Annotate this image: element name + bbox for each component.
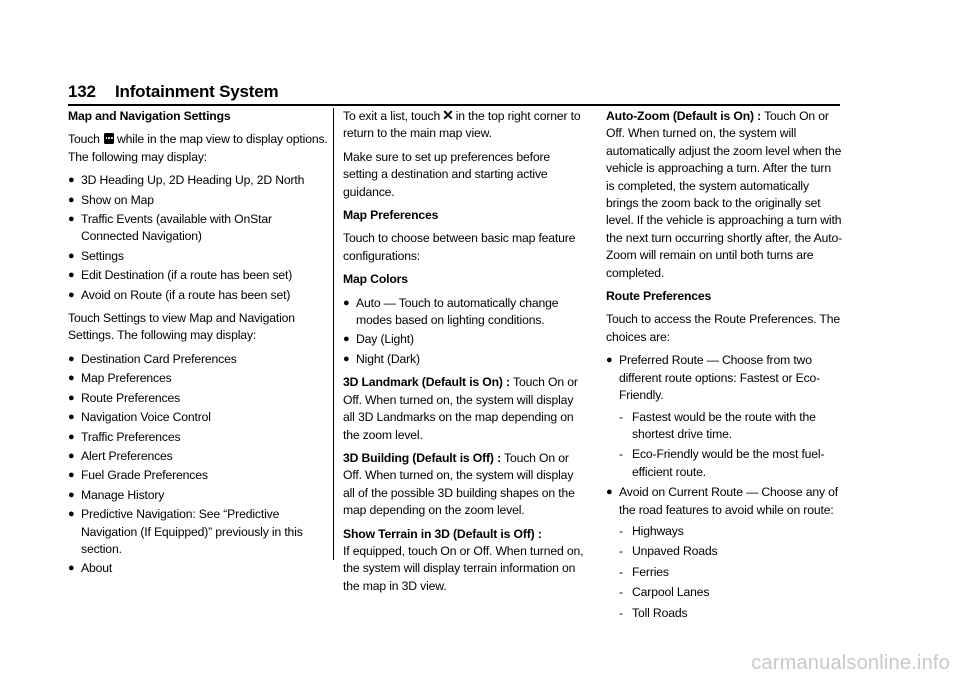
route-preferences-list	[606, 352, 842, 622]
sub-list-item: - Highways	[619, 523, 684, 538]
exit-list-paragraph: To exit a list, touch ✕ in the top right corner to return to the main map view.	[343, 107, 581, 141]
map-colors-list	[343, 295, 588, 369]
page-title: Infotainment System	[115, 82, 279, 101]
3d-building-paragraph: 3D Building (Default is Off) : Touch On or Off. When turned on, the system will display all of the possible 3D building shapes on the map depending on the zoom level.	[343, 450, 575, 518]
list-item: ● Fuel Grade Preferences	[68, 468, 208, 483]
list-item: ● Traffic Events (available with OnStar Connected Navigation)	[68, 212, 272, 244]
list-item: ● Navigation Voice Control	[68, 410, 211, 425]
preferred-route-sublist	[619, 409, 842, 482]
list-item: ● Show on Map	[68, 192, 154, 207]
sub-list-item: - Fastest would be the route with the shortest drive time.	[619, 409, 816, 441]
sub-list-item: - Ferries	[619, 564, 669, 579]
close-icon: ✕	[442, 107, 454, 123]
map-colors-heading: Map Colors	[343, 272, 408, 287]
sub-list-item: - Toll Roads	[619, 605, 688, 620]
map-preferences-heading: Map Preferences	[343, 208, 439, 223]
map-navigation-settings-heading: Map and Navigation Settings	[68, 109, 231, 123]
settings-list	[68, 351, 330, 578]
column-3	[606, 108, 842, 628]
list-item: ● Avoid on Route (if a route has been set)	[68, 287, 291, 302]
sub-list-item: - Carpool Lanes	[619, 585, 710, 600]
list-item: ● Avoid on Current Route — Choose any of the road features to avoid while on route: - Highways - Unpaved Roads - Ferries - Carpool Lanes - Toll Roads	[606, 484, 842, 622]
list-item: ● Night (Dark)	[343, 351, 420, 366]
list-item: ● Preferred Route — Choose from two different route options: Fastest or Eco-Friendly. - Fastest would be the route with the shortest drive time. - Eco-Friendly would be the most fuel-efficient route.	[606, 352, 842, 481]
column-divider	[333, 108, 334, 560]
list-item: ● Auto — Touch to automatically change modes based on lighting conditions.	[343, 295, 559, 328]
list-item: ● Settings	[68, 248, 124, 263]
settings-intro: Touch Settings to view Map and Navigation Settings. The following may display:	[68, 311, 295, 343]
page-number: 132	[68, 82, 96, 101]
touch-suffix: while in the map view to display options. The following may display:	[68, 132, 328, 164]
auto-zoom-paragraph: Auto-Zoom (Default is On) : Touch On or Off. When turned on, the system will automatically adjust the zoom level when the vehicle is approaching a turn. After the turn is completed, the system automatically brings the zoom back to the originally set level. If the vehicle is approaching a turn with the next turn occurring shortly after, the Auto-Zoom will remain on until both turns are completed.	[606, 109, 843, 280]
list-item: ● 3D Heading Up, 2D Heading Up, 2D North	[68, 173, 305, 188]
list-item: ● Map Preferences	[68, 371, 172, 386]
list-item: ● Route Preferences	[68, 390, 181, 405]
column-1	[68, 108, 330, 584]
watermark: carmanualsonline.info	[751, 652, 950, 674]
list-item: ● Destination Card Preferences	[68, 351, 237, 366]
map-preferences-text: Touch to choose between basic map feature configurations:	[343, 231, 576, 263]
avoid-route-sublist	[619, 523, 842, 622]
3d-landmark-paragraph: 3D Landmark (Default is On) : Touch On or Off. When turned on, the system will display all 3D Landmarks on the map depending on the zoom level.	[343, 375, 578, 442]
route-preferences-text: Touch to access the Route Preferences. The choices are:	[606, 312, 840, 344]
list-item: ● Alert Preferences	[68, 448, 173, 463]
show-terrain-paragraph: Show Terrain in 3D (Default is Off) : If equipped, touch On or Off. When turned on, the system will display terrain information on the map in 3D view.	[343, 526, 584, 593]
list-item: ● Traffic Preferences	[68, 429, 181, 444]
menu-icon	[104, 133, 114, 144]
touch-prefix: Touch	[68, 132, 100, 147]
column-2	[343, 108, 588, 601]
touch-menu-paragraph	[68, 131, 330, 166]
list-item: ● Edit Destination (if a route has been set)	[68, 268, 293, 283]
route-preferences-heading: Route Preferences	[606, 289, 712, 304]
list-item: ● Predictive Navigation: See “Predictive Navigation (If Equipped)” previously in this section.	[68, 507, 303, 556]
sub-list-item: - Unpaved Roads	[619, 544, 718, 559]
list-item: ● Manage History	[68, 487, 165, 502]
page-header	[68, 80, 840, 106]
list-item: ● Day (Light)	[343, 332, 414, 347]
sub-list-item: - Eco-Friendly would be the most fuel-efficient route.	[619, 447, 825, 479]
map-options-list	[68, 172, 330, 304]
list-item: ● About	[68, 561, 113, 576]
setup-note: Make sure to set up preferences before setting a destination and starting active guidance.	[343, 149, 551, 199]
